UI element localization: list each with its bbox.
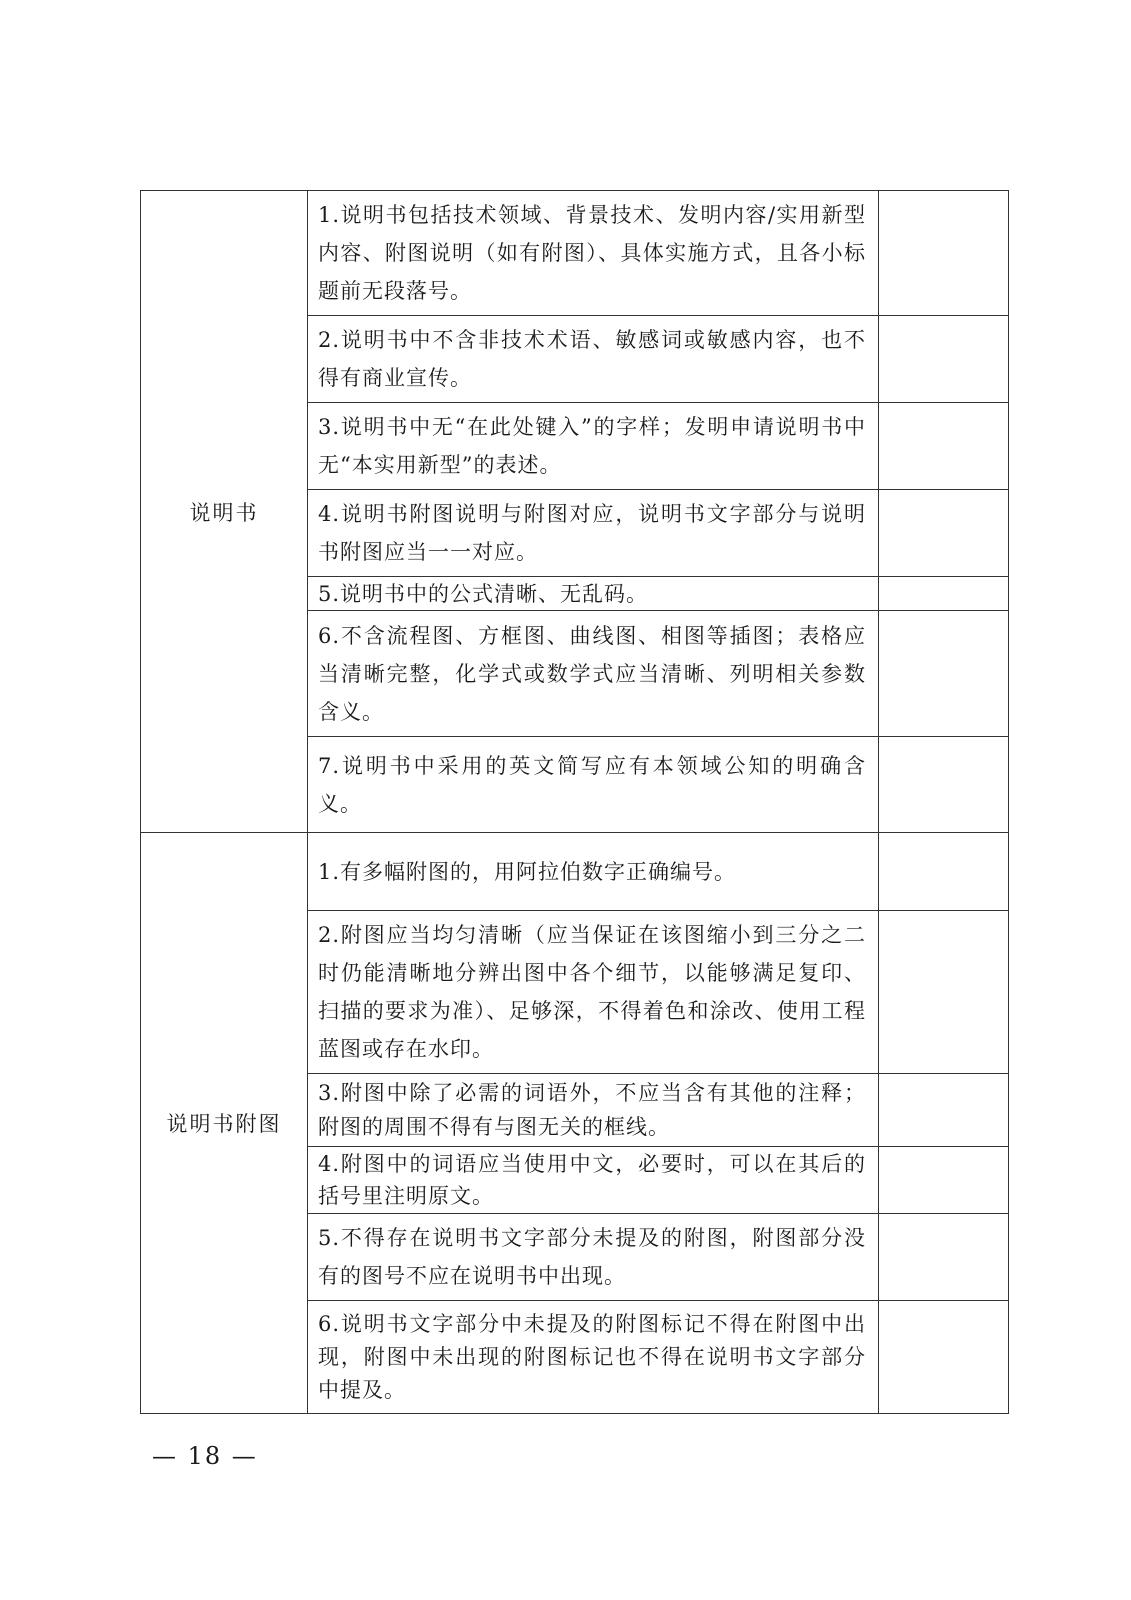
check-cell[interactable] <box>879 191 1009 316</box>
checklist-item: 6.不含流程图、方框图、曲线图、相图等插图；表格应当清晰完整，化学式或数学式应当清晰、列明相关参数含义。 <box>308 611 879 737</box>
checklist-item: 7.说明书中采用的英文简写应有本领域公知的明确含义。 <box>308 737 879 833</box>
checklist-item: 6.说明书文字部分中未提及的附图标记不得在附图中出现，附图中未出现的附图标记也不得在说明书文字部分中提及。 <box>308 1301 879 1414</box>
check-cell[interactable] <box>879 403 1009 490</box>
checklist-item: 2.说明书中不含非技术术语、敏感词或敏感内容，也不得有商业宣传。 <box>308 316 879 403</box>
check-cell[interactable] <box>879 611 1009 737</box>
checklist-item: 3.说明书中无“在此处键入”的字样；发明申请说明书中无“本实用新型”的表述。 <box>308 403 879 490</box>
checklist-item: 5.不得存在说明书文字部分未提及的附图，附图部分没有的图号不应在说明书中出现。 <box>308 1214 879 1301</box>
check-cell[interactable] <box>879 1214 1009 1301</box>
checklist-item: 1.有多幅附图的，用阿拉伯数字正确编号。 <box>308 833 879 911</box>
checklist-item: 1.说明书包括技术领域、背景技术、发明内容/实用新型内容、附图说明（如有附图）、具体实施方式，且各小标题前无段落号。 <box>308 191 879 316</box>
check-cell[interactable] <box>879 1074 1009 1147</box>
check-cell[interactable] <box>879 577 1009 611</box>
checklist-item: 5.说明书中的公式清晰、无乱码。 <box>308 577 879 611</box>
checklist-item: 4.附图中的词语应当使用中文，必要时，可以在其后的括号里注明原文。 <box>308 1147 879 1214</box>
section-label-description: 说明书 <box>141 191 308 833</box>
check-cell[interactable] <box>879 316 1009 403</box>
page-number: — 18 — <box>152 1442 258 1470</box>
checklist-table <box>140 190 1009 1414</box>
check-cell[interactable] <box>879 911 1009 1074</box>
check-cell[interactable] <box>879 490 1009 577</box>
section-label-drawings: 说明书附图 <box>141 833 308 1414</box>
table-row <box>141 833 1009 911</box>
check-cell[interactable] <box>879 833 1009 911</box>
checklist-item: 3.附图中除了必需的词语外，不应当含有其他的注释；附图的周围不得有与图无关的框线。 <box>308 1074 879 1147</box>
check-cell[interactable] <box>879 1147 1009 1214</box>
check-cell[interactable] <box>879 737 1009 833</box>
checklist-item: 4.说明书附图说明与附图对应，说明书文字部分与说明书附图应当一一对应。 <box>308 490 879 577</box>
check-cell[interactable] <box>879 1301 1009 1414</box>
table-row <box>141 191 1009 316</box>
checklist-item: 2.附图应当均匀清晰（应当保证在该图缩小到三分之二时仍能清晰地分辨出图中各个细节，以能够满足复印、扫描的要求为准）、足够深，不得着色和涂改、使用工程蓝图或存在水印。 <box>308 911 879 1074</box>
